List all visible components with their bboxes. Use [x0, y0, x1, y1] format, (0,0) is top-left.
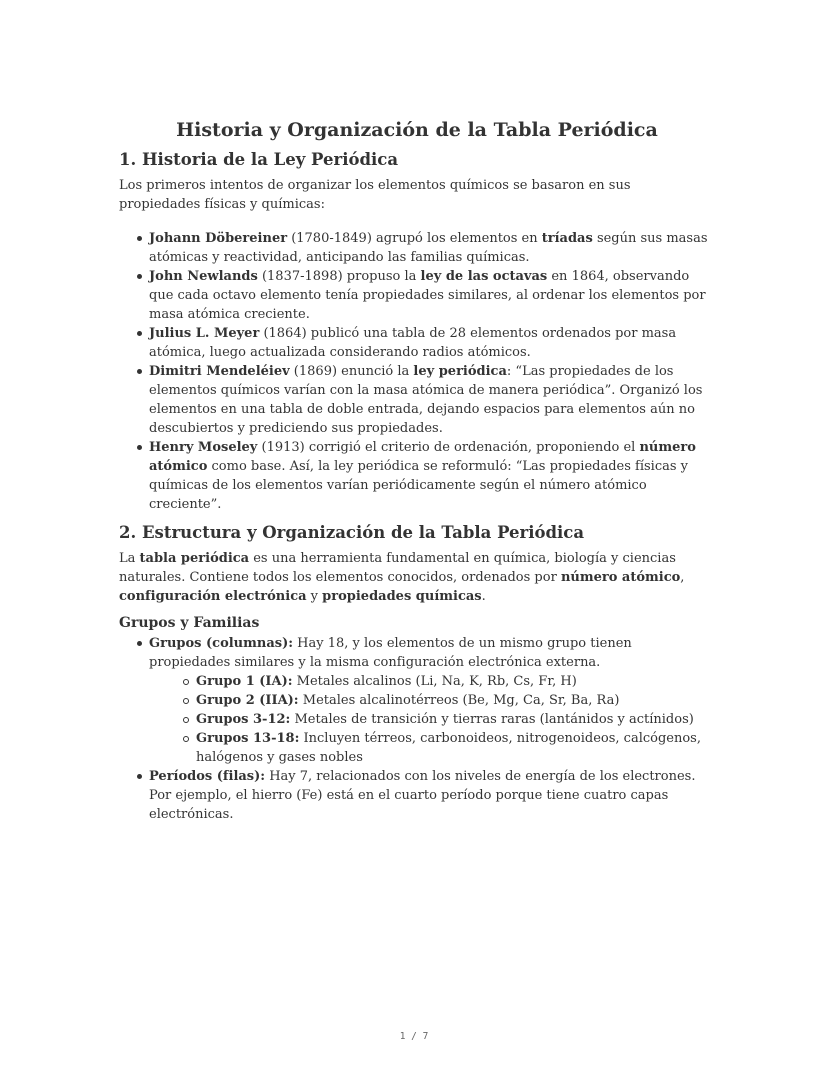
bold-text-run: Henry Moseley	[149, 440, 258, 455]
bold-text-run: Dimitri Mendeléiev	[149, 364, 290, 379]
list-item-text	[149, 326, 676, 360]
bold-text-run: número atómico	[149, 440, 696, 474]
text-run: (1837-1898) propuso la	[257, 269, 421, 284]
text-run: según sus masas atómicas y reactividad, anticipando las familias químicas.	[149, 231, 708, 265]
list-item	[149, 267, 715, 324]
list-item-text	[196, 712, 694, 727]
text-run: Metales alcalinos (Li, Na, K, Rb, Cs, Fr, H)	[292, 674, 577, 689]
document-title: Historia y Organización de la Tabla Periódica	[176, 119, 658, 141]
history-list	[119, 229, 715, 514]
text-run: Los primeros intentos de organizar los elementos químicos se basaron en sus propiedades físicas y químicas:	[119, 178, 631, 212]
section-2-intro	[119, 549, 715, 606]
list-item-text	[149, 636, 632, 670]
text-run: (1913) corrigió el criterio de ordenación, proponiendo el	[257, 440, 640, 455]
text-run: Metales de transición y tierras raras (lantánidos y actínidos)	[290, 712, 694, 727]
bold-text-run: número atómico	[560, 570, 681, 585]
text-run: es una herramienta fundamental en química, biología y ciencias naturales. Contiene todos los elementos conocidos, ordenados por	[119, 551, 676, 585]
text-run: Incluyen térreos, carbonoideos, nitrogenoideos, calcógenos, halógenos y gases nobles	[196, 731, 701, 765]
list-item	[149, 634, 715, 767]
text-run: (1864) publicó una tabla de 28 elementos ordenados por masa atómica, luego actualizada considerando radios atómicos.	[149, 326, 677, 360]
sub-list-item	[196, 729, 715, 767]
text-run: (1780-1849) agrupó los elementos en	[287, 231, 542, 246]
list-item	[149, 767, 715, 824]
text-run: Hay 18, y los elementos de un mismo grupo tienen propiedades similares y la misma configuración electrónica externa.	[149, 636, 632, 670]
text-run: y	[306, 589, 323, 604]
section-1-intro	[119, 176, 715, 214]
bold-text-run: Períodos (filas):	[149, 769, 266, 784]
text-run: La	[119, 551, 140, 566]
text-run: ,	[680, 570, 685, 585]
list-item-text	[149, 269, 706, 322]
sub-list-item	[196, 691, 715, 710]
bold-text-run: tríadas	[541, 231, 593, 246]
bold-text-run: tabla periódica	[139, 551, 250, 566]
sublist	[149, 672, 715, 767]
section-history	[119, 149, 715, 514]
bold-text-run: Grupos 3-12:	[196, 712, 291, 727]
list-item-text	[149, 364, 702, 436]
text-run: (1869) enunció la	[289, 364, 414, 379]
list-item-text	[149, 231, 708, 265]
text-run: : “Las propiedades de los elementos químicos varían con la masa atómica de manera periódica”. Organizó los elementos en una tabla de doble entrada, dejando espacios para elementos aún no descubiertos y prediciendo sus propiedades.	[149, 364, 703, 436]
section-structure	[119, 522, 715, 824]
bold-text-run: Grupos (columnas):	[149, 636, 294, 651]
page-number: 1 / 7	[399, 1031, 429, 1042]
sub-list-item	[196, 710, 715, 729]
list-item	[149, 229, 715, 267]
list-item-text	[196, 693, 619, 708]
bold-text-run: John Newlands	[149, 269, 258, 284]
list-item-text	[149, 769, 695, 822]
list-item	[149, 438, 715, 514]
bold-text-run: Johann Döbereiner	[149, 231, 288, 246]
bold-text-run: Julius L. Meyer	[149, 326, 260, 341]
list-item	[149, 324, 715, 362]
list-item-text	[196, 674, 577, 689]
text-run: en 1864, observando que cada octavo elemento tenía propiedades similares, al ordenar los elementos por masa atómica creciente.	[149, 269, 706, 322]
list-item-text	[149, 440, 696, 512]
page-footer	[0, 1031, 828, 1042]
text-run: Hay 7, relacionados con los niveles de energía de los electrones. Por ejemplo, el hierro (Fe) está en el cuarto período porque tiene cuatro capas electrónicas.	[149, 769, 696, 822]
bold-text-run: Grupos 13-18:	[196, 731, 300, 746]
list-item-text	[196, 731, 701, 765]
text-run: Metales alcalinotérreos (Be, Mg, Ca, Sr, Ba, Ra)	[298, 693, 620, 708]
list-item	[149, 362, 715, 438]
text-run: como base. Así, la ley periódica se reformuló: “Las propiedades físicas y químicas de los elementos varían periódicamente según el número atómico creciente”.	[149, 459, 689, 512]
bold-text-run: configuración electrónica	[119, 589, 307, 604]
section-1-heading: 1. Historia de la Ley Periódica	[119, 150, 399, 169]
bold-text-run: ley periódica	[413, 364, 507, 379]
groups-list	[119, 634, 715, 824]
bold-text-run: Grupo 1 (IA):	[196, 674, 293, 689]
bold-text-run: propiedades químicas	[322, 589, 482, 604]
bold-text-run: ley de las octavas	[420, 269, 548, 284]
sub-list-item	[196, 672, 715, 691]
text-run: .	[481, 589, 486, 604]
groups-families-heading: Grupos y Familias	[119, 615, 260, 631]
bold-text-run: Grupo 2 (IIA):	[196, 693, 299, 708]
section-2-heading: 2. Estructura y Organización de la Tabla Periódica	[119, 523, 585, 542]
